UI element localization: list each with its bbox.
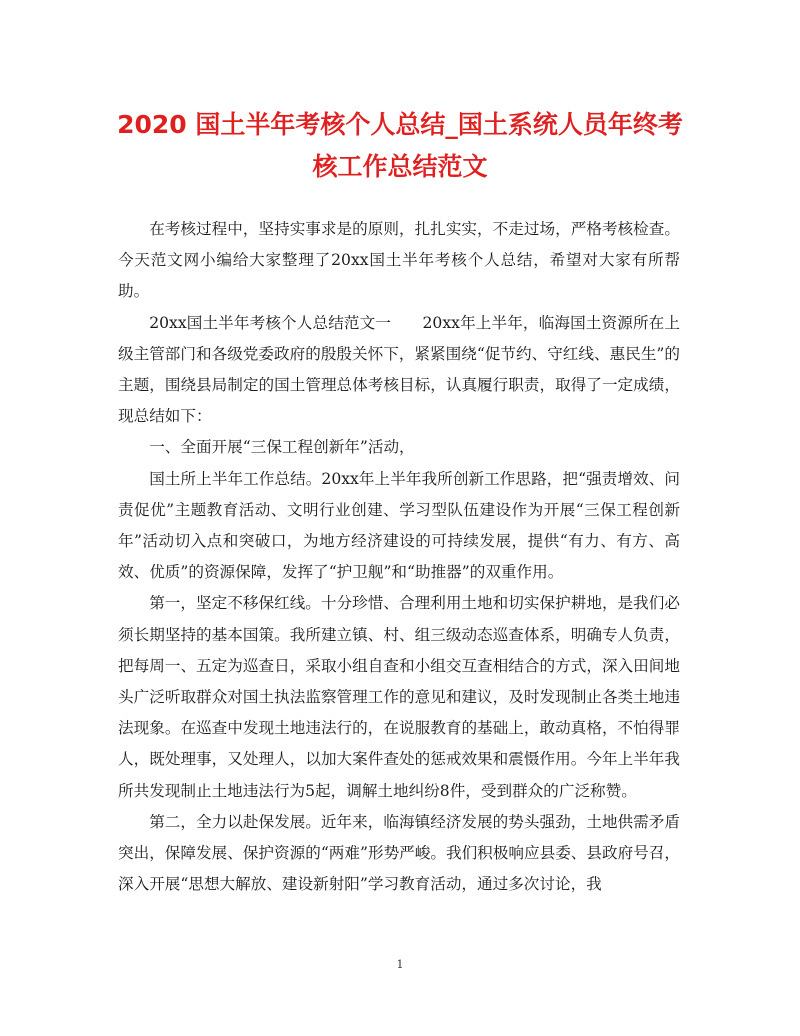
document-body (118, 214, 680, 900)
page-number: 1 (396, 958, 404, 971)
paragraph-intro: 在考核过程中，坚持实事求是的原则，扎扎实实，不走过场，严格考核检查。今天范文网小编给大家整理了20xx国土半年考核个人总结，希望对大家有所帮助。 (118, 220, 680, 301)
paragraph-work-summary: 国土所上半年工作总结。20xx年上半年我所创新工作思路，把“强责增效、问责促优”主题教育活动、文明行业创建、学习型队伍建设作为开展“三保工程创新年”活动切入点和突破口，为地方经济建设的可持续发展，提供“有力、有方、高效、优质”的资源保障，发挥了“护卫舰”和“助推器”的双重作用。 (118, 469, 680, 582)
paragraph-first-point: 第一，坚定不移保红线。十分珍惜、合理利用土地和切实保护耕地，是我们必须长期坚持的基本国策。我所建立镇、村、组三级动态巡查体系，明确专人负责，把每周一、五定为巡查日，采取小组自查和小组交互查相结合的方式，深入田间地头广泛听取群众对国土执法监察管理工作的意见和建议，及时发现制止各类土地违法现象。在巡查中发现土地违法行的，在说服教育的基础上，敢动真格，不怕得罪人，既处理事，又处理人，以加大案件查处的惩戒效果和震慑作用。今年上半年我所共发现制止土地违法行为5起，调解土地纠纷8件，受到群众的广泛称赞。 (118, 594, 680, 800)
document-title: 2020 国土半年考核个人总结_国土系统人员年终考核工作总结范文 (117, 110, 683, 181)
paragraph-summary-opening: 20xx国土半年考核个人总结范文一 20xx年上半年，临海国土资源所在上级主管部门和各级党委政府的殷殷关怀下，紧紧围绕“促节约、守红线、惠民生”的主题，围绕县局制定的国土管理总体考核目标，认真履行职责，取得了一定成绩，现总结如下： (118, 313, 680, 426)
section-heading-one: 一、全面开展“三保工程创新年”活动， (149, 438, 415, 457)
paragraph-second-point: 第二，全力以赴保发展。近年来，临海镇经济发展的势头强劲，土地供需矛盾突出，保障发展、保护资源的“两难”形势严峻。我们积极响应县委、县政府号召，深入开展“思想大解放、建设新射阳”学习教育活动，通过多次讨论，我 (118, 812, 680, 894)
